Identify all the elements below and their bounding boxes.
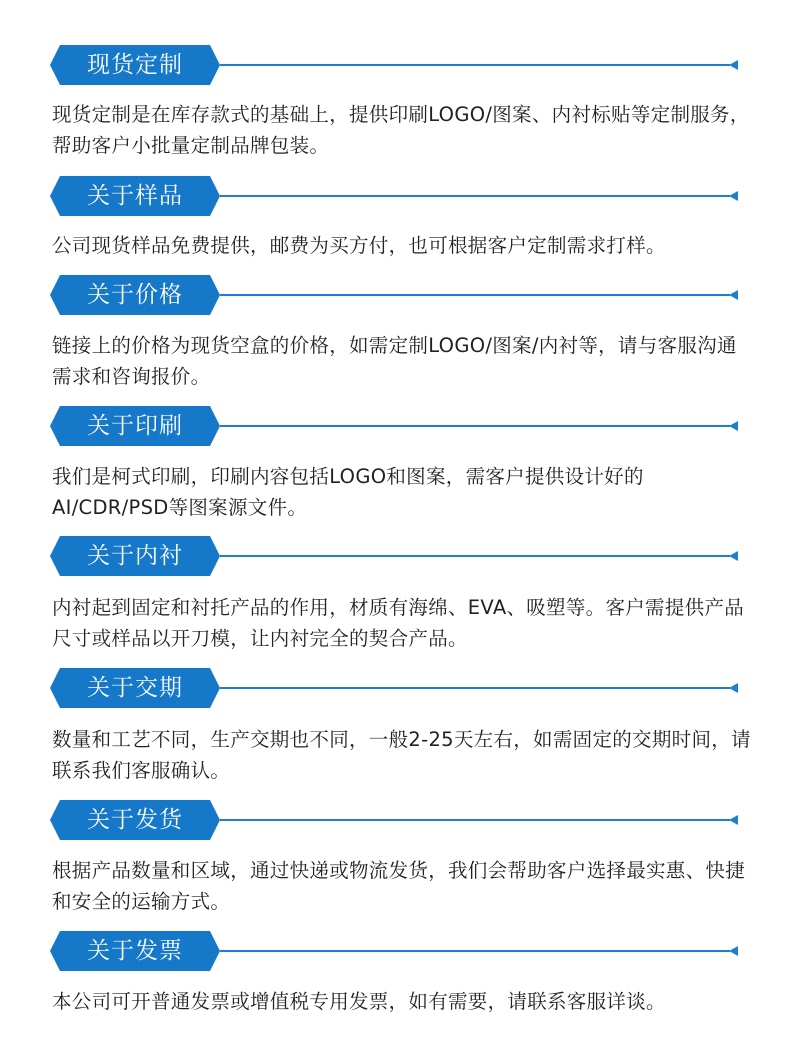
section-price [0, 275, 790, 388]
section-title: 现货定制 [87, 52, 183, 78]
divider-line [220, 64, 730, 66]
section-title: 关于样品 [87, 183, 183, 209]
section-text: 根据产品数量和区域，通过快递或物流发货，我们会帮助客户选择最实惠、快捷和安全的运输方式。 [52, 859, 746, 913]
section-text: 数量和工艺不同，生产交期也不同，一般2-25天左右，如需固定的交期时间，请联系我们客服确认。 [52, 728, 751, 782]
arrow-icon [729, 290, 738, 300]
divider-line [220, 819, 730, 821]
section-header [0, 931, 790, 971]
section-header [0, 275, 790, 315]
arrow-icon [729, 191, 738, 201]
divider-line [220, 195, 730, 197]
arrow-icon [729, 946, 738, 956]
arrow-icon [729, 421, 738, 431]
section-title: 关于交期 [87, 675, 183, 701]
arrow-icon [729, 60, 738, 70]
section-custom [0, 45, 790, 157]
divider-line [220, 425, 730, 427]
arrow-icon [729, 551, 738, 561]
section-title: 关于发货 [87, 807, 183, 833]
section-printing [0, 406, 790, 519]
section-text: 公司现货样品免费提供，邮费为买方付，也可根据客户定制需求打样。 [52, 234, 666, 257]
section-text: 本公司可开普通发票或增值税专用发票，如有需要，请联系客服详谈。 [52, 990, 666, 1013]
section-text: 我们是柯式印刷，印刷内容包括LOGO和图案，需客户提供设计好的AI/CDR/PSD等图案源文件。 [52, 465, 644, 519]
section-title: 关于价格 [87, 282, 183, 308]
section-lining [0, 536, 790, 650]
divider-line [220, 555, 730, 557]
arrow-icon [729, 683, 738, 693]
divider-line [220, 294, 730, 296]
section-text: 链接上的价格为现货空盒的价格，如需定制LOGO/图案/内衬等，请与客服沟通需求和咨询报价。 [52, 334, 737, 388]
section-header [0, 45, 790, 85]
section-samples [0, 176, 790, 257]
section-header [0, 800, 790, 840]
section-title: 关于发票 [87, 938, 183, 964]
section-shipping [0, 800, 790, 913]
divider-line [220, 950, 730, 952]
section-header [0, 406, 790, 446]
section-text: 内衬起到固定和衬托产品的作用，材质有海绵、EVA、吸塑等。客户需提供产品尺寸或样品以开刀模，让内衬完全的契合产品。 [52, 596, 745, 650]
arrow-icon [729, 815, 738, 825]
section-text: 现货定制是在库存款式的基础上，提供印刷LOGO/图案、内衬标贴等定制服务，帮助客户小批量定制品牌包装。 [52, 103, 750, 157]
section-title: 关于内衬 [87, 543, 183, 569]
section-header [0, 668, 790, 708]
section-title: 关于印刷 [87, 413, 183, 439]
section-header [0, 536, 790, 576]
section-delivery-time [0, 668, 790, 782]
section-header [0, 176, 790, 216]
divider-line [220, 687, 730, 689]
section-invoice [0, 931, 790, 1013]
